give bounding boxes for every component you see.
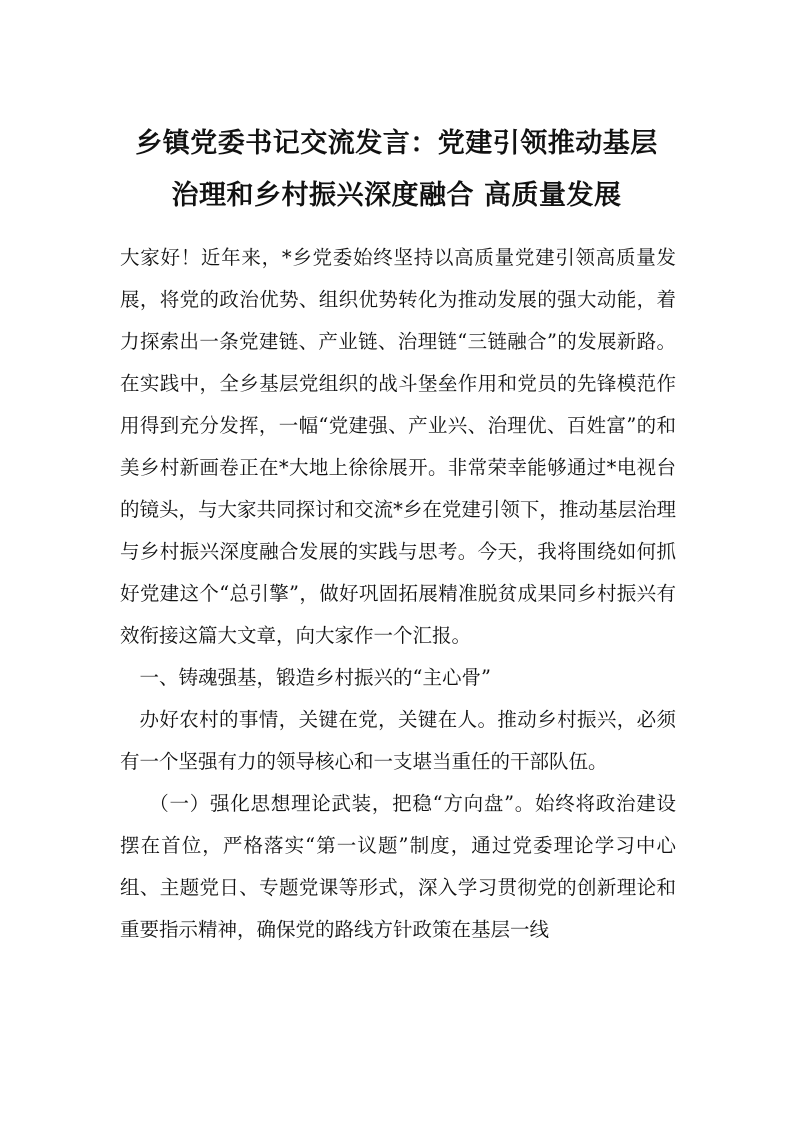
document-body bbox=[120, 237, 676, 951]
paragraph-section-1: 办好农村的事情，关键在党，关键在人。推动乡村振兴，必须有一个坚强有力的领导核心和一支堪当重任的干部队伍。 bbox=[120, 708, 676, 773]
paragraph-intro: 大家好！近年来，*乡党委始终坚持以高质量党建引领高质量发展，将党的政治优势、组织优势转化为推动发展的强大动能，着力探索出一条党建链、产业链、治理链“三链融合”的发展新路。在实践中，全乡基层党组织的战斗堡垒作用和党员的先锋模范作用得到充分发挥，一幅“党建强、产业兴、治理优、百姓富”的和美乡村新画卷正在*大地上徐徐展开。非常荣幸能够通过*电视台的镜头，与大家共同探讨和交流*乡在党建引领下，推动基层治理与乡村振兴深度融合发展的实践与思考。今天，我将围绕如何抓好党建这个“总引擎”，做好巩固拓展精准脱贫成果同乡村振兴有效衔接这篇大文章，向大家作一个汇报。 bbox=[120, 246, 676, 647]
title-line-2: 治理和乡村振兴深度融合 高质量发展 bbox=[171, 180, 622, 211]
paragraph-subsection-1: （一）强化思想理论武装，把稳“方向盘”。始终将政治建设摆在首位，严格落实“第一议题”制度，通过党委理论学习中心组、主题党日、专题党课等形式，深入学习贯彻党的创新理论和重要指示精神，确保党的路线方针政策在基层一线 bbox=[120, 792, 676, 941]
document-title bbox=[100, 118, 693, 222]
section-heading-1: 一、铸魂强基，锻造乡村振兴的“主心骨” bbox=[139, 666, 491, 689]
title-line-1: 乡镇党委书记交流发言：党建引领推动基层 bbox=[135, 128, 658, 159]
